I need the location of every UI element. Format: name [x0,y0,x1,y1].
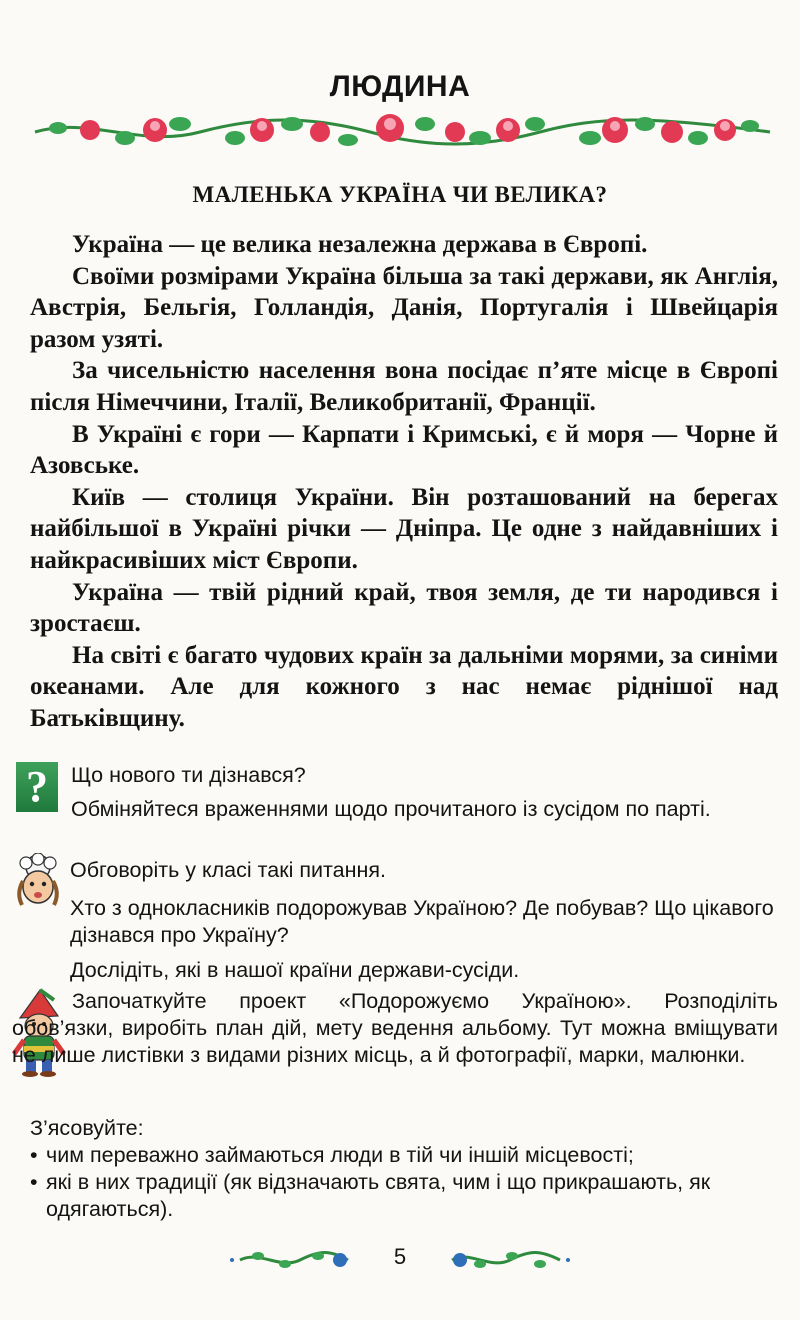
story-text [30,229,778,735]
discussion-intro: Обговоріть у класі такі питання. [70,858,386,882]
page-number: 5 [393,1244,407,1269]
story-paragraph: На світі є багато чудових країн за дальніми морями, за синіми океанами. Але для кожного з нас немає ріднішої над Батьківщину. [30,641,778,732]
list-item: • чим переважно займаються люди в тій чи іншій місцевості; [30,1142,778,1169]
story-paragraph: Київ — столиця України. Він розташований на берегах найбільшої в Україні річки — Дніпра. Це одне з найдавніших і найкрасивіших міст Європи. [30,483,778,574]
question-task-title: Що нового ти дізнався? [71,763,306,787]
section-title: ЛЮДИНА [329,70,471,103]
story-paragraph: Україна — твій рідний край, твоя земля, де ти народився і зростаєш. [30,578,778,638]
story-paragraph: Україна — це велика незалежна держава в Європі. [72,231,648,258]
floral-garland-ornament [30,108,775,154]
story-title: МАЛЕНЬКА УКРАЇНА ЧИ ВЕЛИКА? [192,182,608,207]
find-out-task [30,1115,778,1223]
discussion-questions: Хто з однокласників подорожував Україною? Де побував? Що цікавого дізнався про Україну? [70,896,774,947]
project-text: Започаткуйте проект «Подорожуємо Україною». Розподіліть обов’язки, виробіть план дій, мету ведення альбому. Тут можна вміщувати не лише листівки з видами різних місць, а й фотографії, марки, малюнки. [12,989,778,1067]
girl-character-icon [12,853,64,911]
question-mark-icon: ? [16,762,58,812]
list-item: • які в них традиції (як відзначають свята, чим і що прикрашають, як одягаються). [30,1169,778,1223]
research-task: Дослідіть, які в нашої країни держави-сусіди. [70,958,520,982]
question-task-text: Обміняйтеся враженнями щодо прочитаного із сусідом по парті. [71,797,711,821]
story-paragraph: За чисельністю населення вона посідає п’яте місце в Європі після Німеччини, Італії, Великобританії, Франції. [30,357,778,416]
story-paragraph: В Україні є гори — Карпати і Кримські, є й моря — Чорне й Азовське. [30,420,778,480]
find-out-lead: З’ясовуйте: [30,1116,144,1140]
story-paragraph: Своїми розмірами Україна більша за такі держави, як Англія, Австрія, Бельгія, Голландія, Данія, Португалія і Швейцарія разом узяті. [30,262,778,353]
find-out-list [30,1142,778,1223]
